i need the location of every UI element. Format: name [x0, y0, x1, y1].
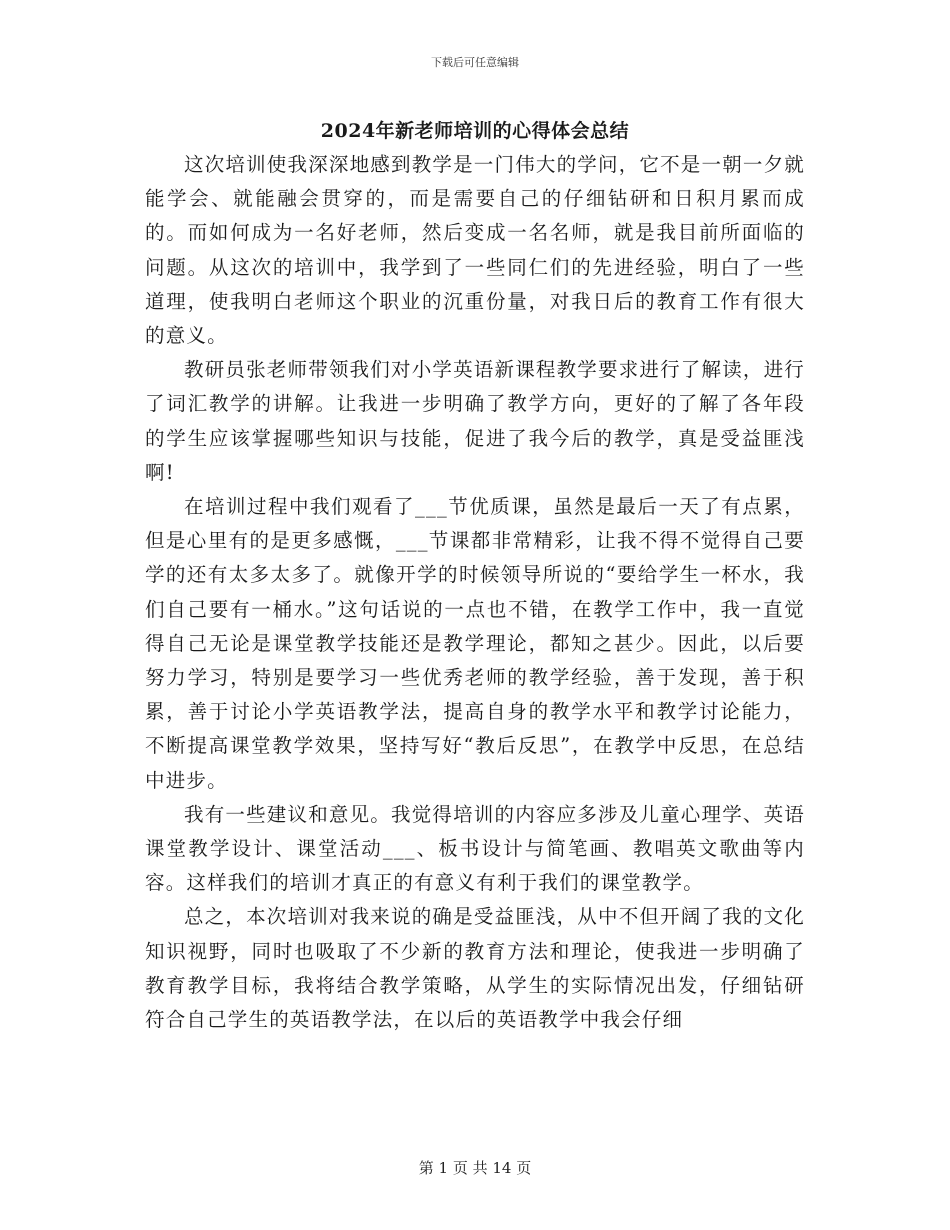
paragraph: 这次培训使我深深地感到教学是一门伟大的学问，它不是一朝一夕就能学会、就能融会贯穿的，而是需要自己的仔细钻研和日积月累而成的。而如何成为一名好老师，然后变成一名名师，就是我目前所面临的问题。从这次的培训中，我学到了一些同仁们的先进经验，明白了一些道理，使我明白老师这个职业的沉重份量，对我日后的教育工作有很大的意义。 [145, 153, 806, 348]
paragraph: 在培训过程中我们观看了___节优质课，虽然是最后一天了有点累，但是心里有的是更多感慨，___节课都非常精彩，让我不得不觉得自己要学的还有太多太多了。就像开学的时候领导所说的“要给学生一杯水，我们自己要有一桶水。”这句话说的一点也不错，在教学工作中，我一直觉得自己无论是课堂教学技能还是教学理论，都知之甚少。因此，以后要努力学习，特别是要学习一些优秀老师的教学经验，善于发现，善于积累，善于讨论小学英语教学法，提高自身的教学水平和教学讨论能力，不断提高课堂教学效果，坚持写好“教后反思”，在教学中反思，在总结中进步。 [145, 495, 805, 792]
document-body [145, 148, 805, 1037]
page-number: 第 1 页 共 14 页 [418, 1159, 532, 1177]
paragraph: 我有一些建议和意见。我觉得培训的内容应多涉及儿童心理学、英语课堂教学设计、课堂活动___、板书设计与简笔画、教唱英文歌曲等内容。这样我们的培训才真正的有意义有利于我们的课堂教学。 [145, 802, 806, 895]
paragraph: 教研员张老师带领我们对小学英语新课程教学要求进行了解读，进行了词汇教学的讲解。让我进一步明确了教学方向，更好的了解了各年段的学生应该掌握哪些知识与技能，促进了我今后的教学，真是受益匪浅啊! [145, 358, 806, 484]
paragraph: 总之，本次培训对我来说的确是受益匪浅，从中不但开阔了我的文化知识视野，同时也吸取了不少新的教育方法和理论，使我进一步明确了教育教学目标，我将结合教学策略，从学生的实际情况出发，仔细钻研符合自己学生的英语教学法，在以后的英语教学中我会仔细 [145, 905, 806, 1032]
document-title: 2024年新老师培训的心得体会总结 [320, 120, 630, 142]
header-note: 下载后可任意编辑 [431, 56, 519, 69]
